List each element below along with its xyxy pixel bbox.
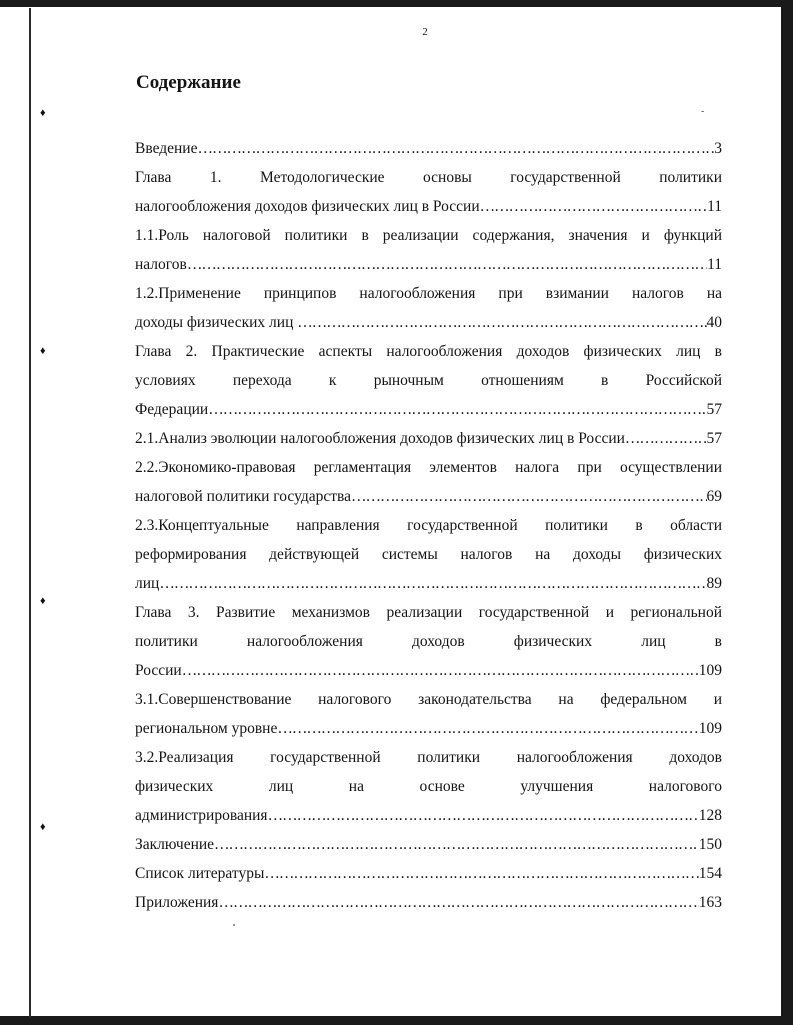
scan-border-bottom	[0, 1016, 793, 1025]
toc-entry-last-line	[135, 192, 722, 221]
toc-entry-title: доходы физических лиц ……………………………………………………………………………………………………………………………………………………………………………	[135, 308, 707, 337]
toc-entry	[135, 743, 722, 830]
toc-entry-line: реформирования действующей системы налогов на доходы физических	[135, 546, 722, 563]
toc-page-number: 89	[706, 575, 722, 592]
toc-entry-last-line	[135, 424, 722, 453]
toc-entry-last-line	[135, 569, 722, 598]
toc-entry	[135, 337, 722, 424]
toc-entry-last-line	[135, 308, 722, 337]
scan-artifact	[233, 924, 235, 926]
toc-entry	[135, 424, 722, 453]
toc-entry-last-line	[135, 714, 722, 743]
toc-entry	[135, 163, 722, 221]
toc-page-number: 109	[698, 662, 722, 679]
toc-page-number: 11	[707, 198, 722, 215]
toc-page-number: 69	[706, 488, 722, 505]
table-of-contents	[135, 134, 722, 917]
scan-border-right	[781, 0, 793, 1025]
toc-entry-line: 1.1.Роль налоговой политики в реализации содержания, значения и функций	[135, 227, 722, 244]
toc-entry-line: Глава 1. Методологические основы государственной политики	[135, 169, 722, 186]
toc-entry	[135, 859, 722, 888]
toc-entry-title: налогов ……………………………………………………………………………………………………………………………………………………………………………	[135, 250, 707, 279]
toc-entry-last-line	[135, 250, 722, 279]
toc-entry	[135, 134, 722, 163]
page-title: Содержание	[136, 72, 241, 93]
toc-entry-line: Глава 3. Развитие механизмов реализации государственной и региональной	[135, 604, 722, 621]
toc-entry-line: 1.2.Применение принципов налогообложения при взимании налогов на	[135, 285, 722, 302]
toc-page-number: 128	[698, 807, 722, 824]
toc-entry	[135, 221, 722, 279]
scan-border-left	[29, 8, 31, 1018]
toc-entry-line: 3.2.Реализация государственной политики налогообложения доходов	[135, 749, 722, 766]
toc-entry-last-line	[135, 482, 722, 511]
toc-page-number: 109	[698, 720, 722, 737]
toc-entry	[135, 685, 722, 743]
toc-entry-title: 2.1.Анализ эволюции налогообложения доходов физических лиц в России ……………………………………………………………………………………………………………………………………………………………………………	[135, 424, 707, 453]
binder-hole-mark: ♦	[40, 345, 46, 357]
toc-page-number: 57	[706, 430, 722, 447]
toc-entry-title: Приложения ……………………………………………………………………………………………………………………………………………………………………………	[135, 888, 699, 917]
toc-entry-title: региональном уровне ……………………………………………………………………………………………………………………………………………………………………………	[135, 714, 699, 743]
toc-entry-title: России ……………………………………………………………………………………………………………………………………………………………………………	[135, 656, 699, 685]
toc-entry-line: политики налогообложения доходов физических лиц в	[135, 633, 722, 650]
toc-page-number: 154	[698, 865, 722, 882]
toc-entry-last-line	[135, 395, 722, 424]
toc-entry-last-line	[135, 656, 722, 685]
toc-entry-title: налоговой политики государства ……………………………………………………………………………………………………………………………………………………………………………	[135, 482, 707, 511]
toc-entry-title: администрирования ……………………………………………………………………………………………………………………………………………………………………………	[135, 801, 699, 830]
toc-page-number: 163	[698, 894, 722, 911]
toc-entry-title: лиц ……………………………………………………………………………………………………………………………………………………………………………	[135, 569, 707, 598]
toc-entry-line: физических лиц на основе улучшения налогового	[135, 778, 722, 795]
toc-entry-last-line	[135, 801, 722, 830]
toc-entry	[135, 598, 722, 685]
toc-entry-title: Введение ……………………………………………………………………………………………………………………………………………………………………………	[135, 134, 714, 163]
toc-entry	[135, 511, 722, 598]
toc-page-number: 40	[706, 314, 722, 331]
binder-hole-mark: ♦	[40, 821, 46, 833]
scan-artifact: -	[701, 106, 705, 117]
binder-hole-mark: ♦	[40, 595, 46, 607]
toc-entry-last-line	[135, 859, 722, 888]
toc-entry	[135, 279, 722, 337]
toc-entry-title: Федерации ……………………………………………………………………………………………………………………………………………………………………………	[135, 395, 707, 424]
toc-page-number: 57	[706, 401, 722, 418]
toc-page-number: 3	[714, 140, 722, 157]
toc-entry-title: Заключение ……………………………………………………………………………………………………………………………………………………………………………	[135, 830, 699, 859]
toc-entry	[135, 453, 722, 511]
page-number: 2	[422, 26, 428, 38]
toc-page-number: 11	[707, 256, 722, 273]
scan-border-top	[0, 0, 793, 7]
toc-entry-line: 2.2.Экономико-правовая регламентация элементов налога при осуществлении	[135, 459, 722, 476]
toc-page-number: 150	[698, 836, 722, 853]
binder-hole-mark: ♦	[40, 107, 46, 119]
toc-entry-last-line	[135, 888, 722, 917]
toc-entry-line: 3.1.Совершенствование налогового законодательства на федеральном и	[135, 691, 722, 708]
toc-entry-line: 2.3.Концептуальные направления государственной политики в области	[135, 517, 722, 534]
toc-entry-line: условиях перехода к рыночным отношениям в Российской	[135, 372, 722, 389]
toc-entry	[135, 888, 722, 917]
toc-entry-last-line	[135, 134, 722, 163]
toc-entry	[135, 830, 722, 859]
toc-entry-title: Список литературы ……………………………………………………………………………………………………………………………………………………………………………	[135, 859, 699, 888]
toc-entry-line: Глава 2. Практические аспекты налогообложения доходов физических лиц в	[135, 343, 722, 360]
toc-entry-title: налогообложения доходов физических лиц в России ……………………………………………………………………………………………………………………………………………………………………………	[135, 192, 707, 221]
toc-entry-last-line	[135, 830, 722, 859]
